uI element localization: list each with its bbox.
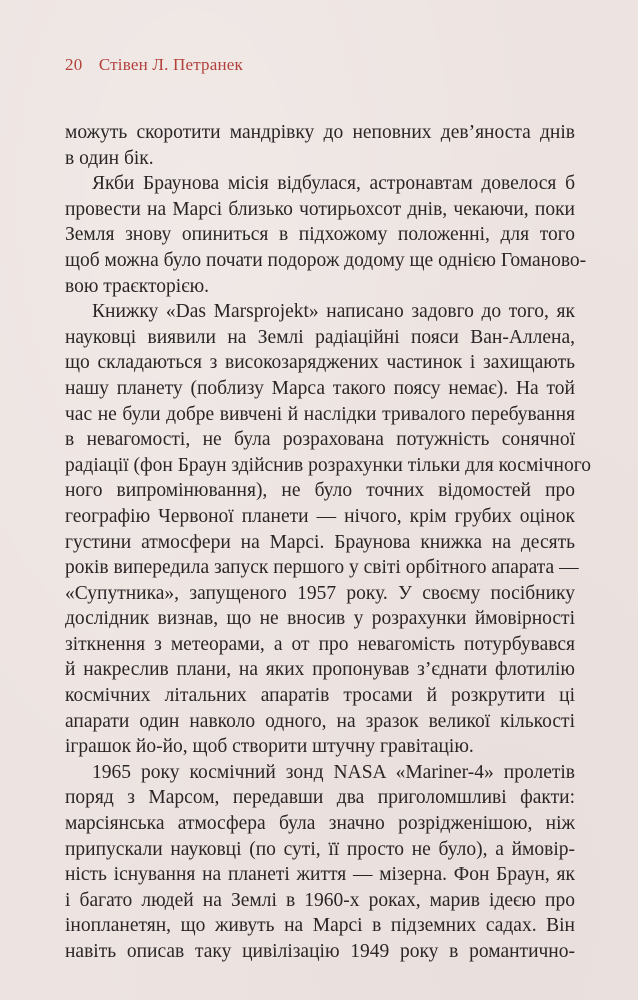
text-line: що складаються з високозаряджених частинок і захищають [65, 352, 575, 374]
text-line: нашу планету (поблизу Марса такого поясу немає). На той [65, 377, 575, 399]
text-line: ного випромінювання), не було точних відомостей про [65, 480, 575, 502]
text-line: в невагомості, не була розрахована потужність сонячної [65, 429, 575, 451]
text-line: вою траєкторією. [65, 275, 210, 297]
text-line: припускали науковці (по суті, її просто не було), а ймовір- [65, 838, 575, 860]
text-line: ність існування на планеті життя — мізерна. Фон Браун, як [65, 864, 575, 886]
text-line: інопланетян, що живуть на Марсі в підземних садах. Він [65, 915, 575, 937]
running-title: Стівен Л. Петранек [98, 55, 243, 74]
text-line: час не були добре вивчені й наслідки тривалого перебування [65, 403, 575, 425]
page-number: 20 [65, 55, 83, 74]
text-line: Земля знову опиниться в підхожому положенні, для того [65, 224, 575, 246]
text-line: географію Червоної планети — нічого, крім грубих оцінок [65, 505, 575, 527]
text-line: Якби Браунова місія відбулася, астронавтам довелося б [92, 173, 575, 195]
text-line: радіації (фон Браун здійснив розрахунки тільки для космічного [65, 454, 591, 476]
text-line: в один бік. [65, 147, 154, 169]
text-line: науковці виявили на Землі радіаційні пояси Ван-Аллена, [65, 326, 575, 348]
text-line: провести на Марсі близько чотирьохсот днів, чекаючи, поки [65, 198, 575, 220]
text-line: 1965 року космічний зонд NASA «Mariner-4» пролетів [92, 761, 575, 783]
text-line: космічних літальних апаратів тросами й розкрутити ці [65, 685, 575, 707]
text-line: марсіянська атмосфера була значно розрідженішою, ніж [65, 813, 575, 835]
text-line: густини атмосфери на Марсі. Браунова книжка на десять [65, 531, 575, 553]
text-line: можуть скоротити мандрівку до неповних дев’яноста днів [65, 122, 575, 143]
body-text [65, 120, 591, 965]
text-line: «Супутника», запущеного 1957 року. У своєму посібнику [65, 582, 575, 604]
text-line: навіть описав таку цивілізацію 1949 року в романтично- [65, 941, 575, 962]
text-line: зіткнення з метеорами, а от про невагомість потурбувався [65, 633, 575, 655]
paragraph [65, 299, 591, 760]
paragraph [65, 171, 587, 299]
paragraph [65, 760, 575, 965]
running-head [65, 55, 243, 75]
text-line: апарати один навколо одного, на зразок великої кількості [65, 710, 575, 732]
text-line: щоб можна було почати подорож додому ще однією Гоманово- [65, 249, 587, 271]
text-line: Книжку «Das Marsprojekt» написано задовго до того, як [92, 301, 575, 323]
text-line: поряд з Марсом, передавши два приголомшливі факти: [65, 787, 575, 809]
text-line: дослідник визнав, що не вносив у розрахунки ймовірності [65, 608, 575, 630]
text-line: й накреслив плани, на яких пропонував з’єднати флотилію [65, 659, 575, 681]
text-line: іграшок йо-йо, щоб створити штучну гравітацію. [65, 736, 474, 758]
text-line: і багато людей на Землі в 1960-х роках, марив ідеєю про [65, 889, 575, 911]
text-line: років випередила запуск першого у світі орбітного апарата — [65, 557, 579, 579]
paragraph [65, 120, 575, 171]
